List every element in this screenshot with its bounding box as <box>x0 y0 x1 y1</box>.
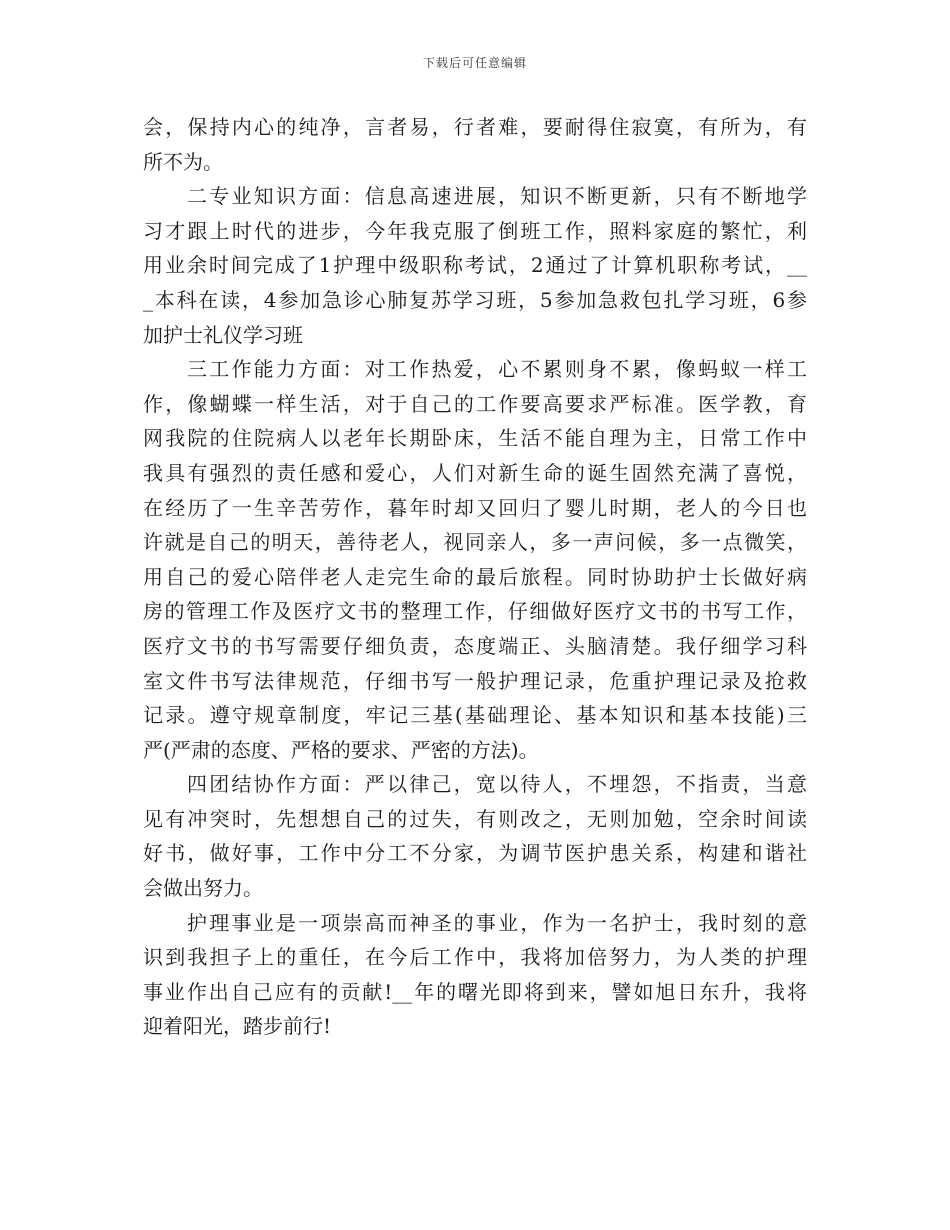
paragraph <box>143 352 807 767</box>
paragraph <box>143 110 807 179</box>
text-line: 见有冲突时，先想想自己的过失，有则改之，无则加勉，空余时间读 <box>143 806 807 831</box>
text-line: 会做出努力。 <box>143 876 263 901</box>
text-line: _本科在读，4参加急诊心肺复苏学习班，5参加急救包扎学习班，6参 <box>143 287 807 312</box>
text-line: 三工作能力方面：对工作热爱，心不累则身不累，像蚂蚁一样工 <box>187 357 807 382</box>
text-line: 医疗文书的书写需要仔细负责，态度端正、头脑清楚。我仔细学习科 <box>143 633 807 658</box>
text-line: 作，像蝴蝶一样生活，对于自己的工作要高要求严标准。医学教，育 <box>143 391 807 416</box>
text-line: 用业余时间完成了1护理中级职称考试，2通过了计算机职称考试，__ <box>143 253 807 278</box>
text-line: 习才跟上时代的进步，今年我克服了倒班工作，照料家庭的繁忙，利 <box>143 218 807 243</box>
text-line: 好书，做好事，工作中分工不分家，为调节医护患关系，构建和谐社 <box>143 841 807 866</box>
text-line: 房的管理工作及医疗文书的整理工作，仔细做好医疗文书的书写工作， <box>143 599 807 624</box>
text-line: 许就是自己的明天，善待老人，视同亲人，多一声问候，多一点微笑， <box>143 530 807 555</box>
text-line: 室文件书写法律规范，仔细书写一般护理记录，危重护理记录及抢救 <box>143 668 807 693</box>
text-line: 护理事业是一项崇高而神圣的事业，作为一名护士，我时刻的意 <box>187 910 807 935</box>
text-line: 用自己的爱心陪伴老人走完生命的最后旅程。同时协助护士长做好病 <box>143 564 807 589</box>
paragraph <box>143 179 807 352</box>
paragraph <box>143 906 807 1044</box>
text-line: 我具有强烈的责任感和爱心，人们对新生命的诞生固然充满了喜悦， <box>143 460 807 485</box>
page-header: 下载后可任意编辑 <box>422 56 527 70</box>
text-line: 加护士礼仪学习班 <box>143 322 303 347</box>
text-line: 二专业知识方面：信息高速进展，知识不断更新，只有不断地学 <box>187 184 807 209</box>
text-line: 网我院的住院病人以老年长期卧床，生活不能自理为主，日常工作中 <box>143 426 807 451</box>
text-line: 识到我担子上的重任，在今后工作中，我将加倍努力，为人类的护理 <box>143 945 807 970</box>
text-line: 所不为。 <box>143 149 223 174</box>
text-line: 严(严肃的态度、严格的要求、严密的方法)。 <box>143 737 539 762</box>
text-line: 四团结协作方面：严以律己，宽以待人，不埋怨，不指责，当意 <box>187 772 807 797</box>
text-line: 在经历了一生辛苦劳作，暮年时却又回归了婴儿时期，老人的今日也 <box>143 495 807 520</box>
text-line: 会，保持内心的纯净，言者易，行者难，要耐得住寂寞，有所为，有 <box>143 115 807 139</box>
text-line: 迎着阳光，踏步前行! <box>143 1014 332 1039</box>
text-line: 记录。遵守规章制度，牢记三基(基础理论、基本知识和基本技能)三 <box>143 703 807 728</box>
paragraph <box>143 767 807 905</box>
text-line: 事业作出自己应有的贡献!__年的曙光即将到来，譬如旭日东升，我将 <box>143 979 807 1004</box>
document-body <box>143 110 807 1044</box>
